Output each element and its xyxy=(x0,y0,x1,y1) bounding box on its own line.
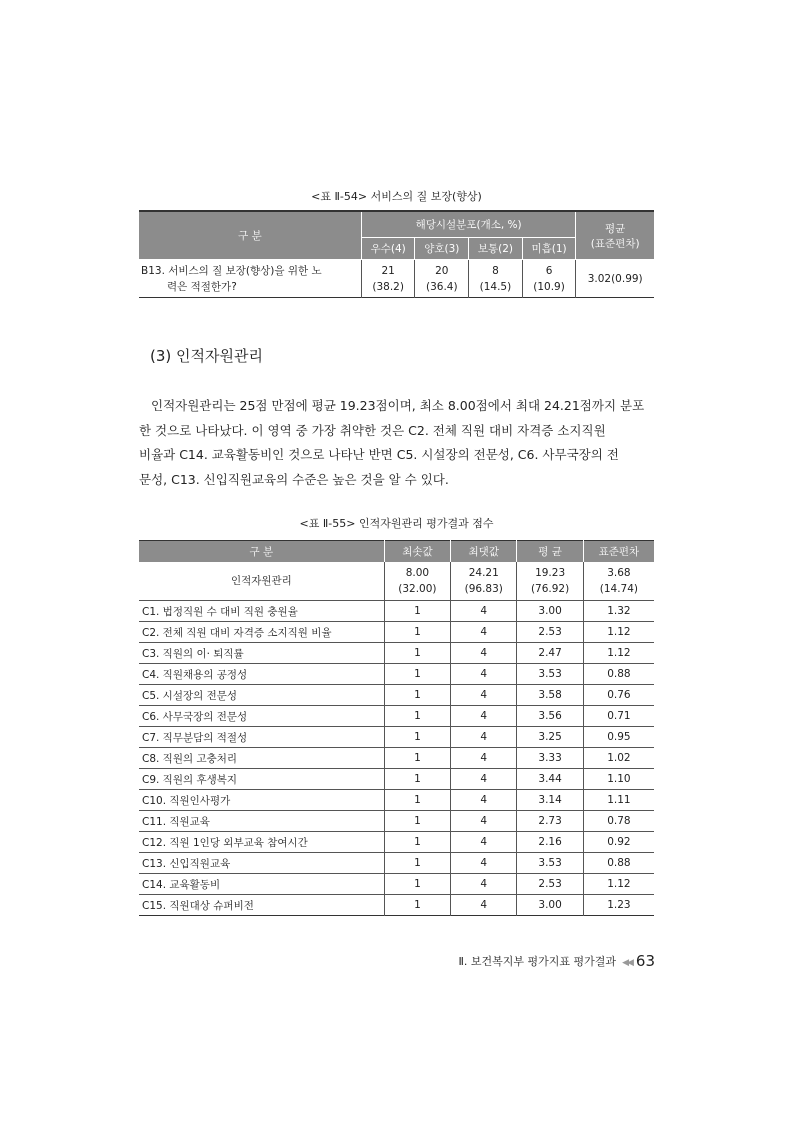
value: 3.68 xyxy=(607,567,631,579)
mean-value: 3.14 xyxy=(517,790,583,811)
table2-header: 구 분 xyxy=(139,541,384,563)
sd-value: 1.12 xyxy=(583,874,654,895)
table-row xyxy=(139,706,654,727)
table2-summary-row xyxy=(139,562,654,601)
summary-max xyxy=(451,562,517,601)
max-value: 4 xyxy=(451,790,517,811)
sd-value: 0.88 xyxy=(583,664,654,685)
summary-min xyxy=(384,562,450,601)
table2-caption: <표 Ⅱ-55> 인적자원관리 평가결과 점수 xyxy=(299,517,494,530)
count: 20 xyxy=(435,264,449,277)
mean-value: 3.53 xyxy=(517,664,583,685)
table1-header-level: 양호(3) xyxy=(415,238,469,260)
sd-value: 0.88 xyxy=(583,853,654,874)
hr-management-table xyxy=(139,540,654,916)
item-label: C3. 직원의 이· 퇴직률 xyxy=(139,643,384,664)
table1-row-label-line1: B13. 서비스의 질 보장(향상)을 위한 노 xyxy=(141,264,322,277)
item-label: C11. 직원교육 xyxy=(139,811,384,832)
min-value: 1 xyxy=(384,811,450,832)
table1-row-label xyxy=(139,260,361,298)
percent: (10.9) xyxy=(533,280,565,293)
min-value: 1 xyxy=(384,769,450,790)
item-label: C5. 시설장의 전문성 xyxy=(139,685,384,706)
mean-value: 3.00 xyxy=(517,601,583,622)
max-value: 4 xyxy=(451,664,517,685)
sd-value: 1.23 xyxy=(607,899,631,911)
table1-cell xyxy=(469,260,523,298)
table-row xyxy=(139,874,654,895)
min-value: 1 xyxy=(384,874,450,895)
table1-header-sd: (표준편차) xyxy=(590,237,640,250)
sd-value: 1.32 xyxy=(583,601,654,622)
table-row xyxy=(139,643,654,664)
table1-header-mean-sd xyxy=(576,211,654,260)
max-value: 4 xyxy=(451,769,517,790)
min-value: 1 xyxy=(384,622,450,643)
item-label: C9. 직원의 후생복지 xyxy=(139,769,384,790)
table-row xyxy=(139,601,654,622)
mean-value: 2.53 xyxy=(517,874,583,895)
value: 8.00 xyxy=(405,567,430,579)
min-value: 1 xyxy=(384,685,450,706)
max-value: 4 xyxy=(451,685,517,706)
max-value: 4 xyxy=(451,895,517,916)
sd-value: 0.76 xyxy=(583,685,654,706)
table-row xyxy=(139,664,654,685)
sd-value: 1.12 xyxy=(583,643,654,664)
table-row xyxy=(139,853,654,874)
min-value: 1 xyxy=(384,601,450,622)
count: 6 xyxy=(545,264,553,277)
min-value: 1 xyxy=(384,643,450,664)
paragraph-line: 문성, C13. 신입직원교육의 수준은 높은 것을 알 수 있다. xyxy=(139,471,449,487)
sd-value: 0.71 xyxy=(583,706,654,727)
min-value: 1 xyxy=(384,706,450,727)
min-value: 1 xyxy=(384,748,450,769)
table1-cell xyxy=(361,260,415,298)
item-label: C12. 직원 1인당 외부교육 참여시간 xyxy=(139,832,384,853)
mean-value: 3.56 xyxy=(517,706,583,727)
item-label: C4. 직원채용의 공정성 xyxy=(139,664,384,685)
table-row xyxy=(139,895,654,916)
max-value: 4 xyxy=(451,748,517,769)
max-value: 4 xyxy=(451,874,517,895)
paragraph-line: 한 것으로 나타났다. 이 영역 중 가장 취약한 것은 C2. 전체 직원 대비 자격증 소지직원 xyxy=(139,422,606,438)
mean-value: 2.73 xyxy=(517,811,583,832)
table1-row-label-line2: 력은 적절한가? xyxy=(167,280,237,293)
min-value: 1 xyxy=(384,895,450,916)
max-value: 4 xyxy=(451,622,517,643)
max-value: 4 xyxy=(451,811,517,832)
mean-value: 3.44 xyxy=(517,769,583,790)
max-value: 4 xyxy=(451,643,517,664)
table1-header-distribution: 해당시설분포(개소, %) xyxy=(361,211,576,238)
table2-header: 최솟값 xyxy=(384,541,450,563)
min-value: 1 xyxy=(384,727,450,748)
table1-header-mean: 평균 xyxy=(605,222,626,235)
min-value: 1 xyxy=(384,790,450,811)
sd-value: 1.02 xyxy=(583,748,654,769)
percent: (14.74) xyxy=(599,583,639,595)
sd-value: 0.95 xyxy=(583,727,654,748)
percent: (32.00) xyxy=(398,583,437,595)
min-value: 1 xyxy=(384,664,450,685)
table2-header: 최댓값 xyxy=(451,541,517,563)
item-label: C13. 신입직원교육 xyxy=(139,853,384,874)
count: 21 xyxy=(381,264,395,277)
item-label: C1. 법정직원 수 대비 직원 충원율 xyxy=(139,601,384,622)
sd-value: 1.11 xyxy=(583,790,654,811)
item-label: C8. 직원의 고충처리 xyxy=(139,748,384,769)
mean-value: 3.53 xyxy=(517,853,583,874)
table-row xyxy=(139,748,654,769)
summary-label: 인적자원관리 xyxy=(139,562,384,601)
section-heading: (3) 인적자원관리 xyxy=(150,347,263,365)
table-row xyxy=(139,769,654,790)
summary-sd xyxy=(583,562,654,601)
mean-value: 2.53 xyxy=(517,622,583,643)
body-paragraph xyxy=(139,394,654,492)
mean-value: 3.33 xyxy=(517,748,583,769)
max-value: 4 xyxy=(451,832,517,853)
value: 19.23 xyxy=(535,567,566,579)
service-quality-table xyxy=(139,210,654,298)
paragraph-line: 인적자원관리는 25점 만점에 평균 19.23점이며, 최소 8.00점에서 최대 24.21점까지 분포 xyxy=(151,398,645,413)
table-row xyxy=(139,832,654,853)
item-label: C14. 교육활동비 xyxy=(139,874,384,895)
max-value: 4 xyxy=(451,853,517,874)
sd-value: 0.92 xyxy=(583,832,654,853)
table1-header-gubun: 구 분 xyxy=(139,211,361,260)
page-number: 63 xyxy=(635,952,655,970)
page-footer xyxy=(459,952,655,970)
max-value: 4 xyxy=(451,727,517,748)
table-row xyxy=(139,727,654,748)
mean-value: 2.16 xyxy=(517,832,583,853)
table1-header-level: 미흡(1) xyxy=(522,238,576,260)
sd-value: 1.12 xyxy=(583,622,654,643)
max-value: 4 xyxy=(451,706,517,727)
value: 24.21 xyxy=(468,567,499,579)
percent: (14.5) xyxy=(479,280,512,293)
item-label: C6. 사무국장의 전문성 xyxy=(139,706,384,727)
table1-caption: <표 Ⅱ-54> 서비스의 질 보장(향상) xyxy=(311,190,482,203)
table1-cell xyxy=(415,260,469,298)
min-value: 1 xyxy=(384,832,450,853)
min-value: 1 xyxy=(384,853,450,874)
sd-value: 0.78 xyxy=(583,811,654,832)
table2-header: 표준편차 xyxy=(583,541,654,563)
table1-header-level: 우수(4) xyxy=(361,238,415,260)
table-row xyxy=(139,790,654,811)
percent: (36.4) xyxy=(426,280,458,293)
item-label: C15. 직원대상 슈퍼비전 xyxy=(139,895,384,916)
percent: (76.92) xyxy=(530,583,570,595)
item-label: C10. 직원인사평가 xyxy=(139,790,384,811)
table1-mean-sd: 3.02(0.99) xyxy=(587,272,643,285)
percent: (38.2) xyxy=(372,280,404,293)
footer-arrows-icon: ◀◀ xyxy=(622,958,632,968)
mean-value: 3.58 xyxy=(517,685,583,706)
table-row xyxy=(139,685,654,706)
table1-cell xyxy=(522,260,576,298)
mean-value: 3.25 xyxy=(517,727,583,748)
count: 8 xyxy=(492,264,499,277)
item-label: C2. 전체 직원 대비 자격증 소지직원 비율 xyxy=(139,622,384,643)
footer-text: Ⅱ. 보건복지부 평가지표 평가결과 xyxy=(458,955,617,968)
paragraph-line: 비율과 C14. 교육활동비인 것으로 나타난 반면 C5. 시설장의 전문성, C6. 사무국장의 전 xyxy=(139,447,619,462)
percent: (96.83) xyxy=(464,583,503,595)
table1-header-level: 보통(2) xyxy=(469,238,523,260)
sd-value: 1.10 xyxy=(583,769,654,790)
item-label: C7. 직무분담의 적절성 xyxy=(139,727,384,748)
max-value: 4 xyxy=(451,601,517,622)
table-row xyxy=(139,811,654,832)
mean-value: 2.47 xyxy=(517,643,583,664)
mean-value: 3.00 xyxy=(517,895,583,916)
table2-header: 평 균 xyxy=(517,541,583,563)
summary-mean xyxy=(517,562,583,601)
table-row xyxy=(139,622,654,643)
